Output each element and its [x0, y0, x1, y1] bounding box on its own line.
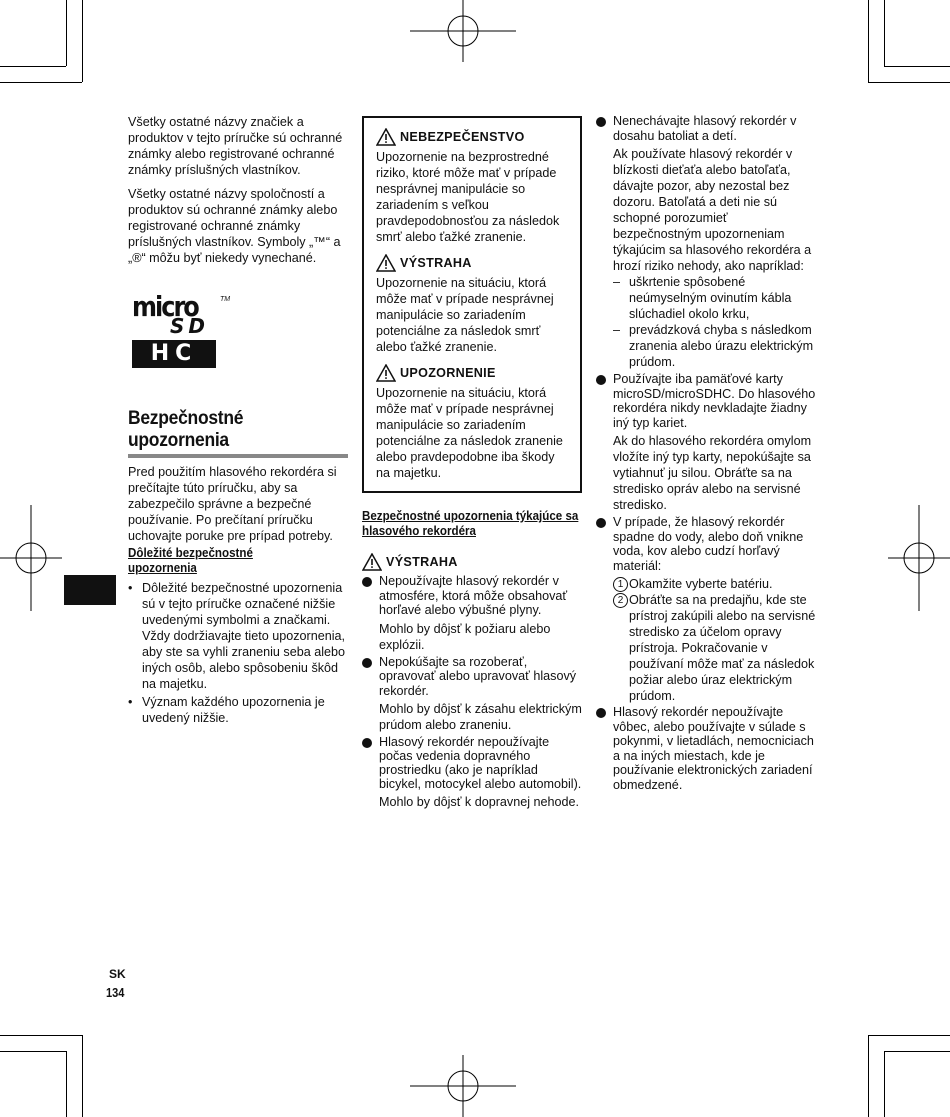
section-title: Bezpečnostné upozornenia: [128, 408, 244, 451]
logo-sd-text: SD: [170, 314, 210, 338]
crop-mark: [66, 0, 67, 66]
dash-item-text: uškrtenie spôsobené neúmyselným ovinutím kábla slúchadiel okolo krku,: [629, 275, 792, 321]
list-item: [596, 372, 818, 430]
crop-mark: [884, 66, 950, 67]
crop-mark: [82, 0, 83, 82]
list-item-text: V prípade, že hlasový rekordér spadne do vody, alebo doň vnikne voda, kov alebo cudzí horľavý materiál:: [613, 515, 804, 573]
danger-heading: [376, 128, 568, 146]
bullet-dot: [596, 117, 606, 127]
warning-heading: [362, 553, 582, 571]
danger-heading-text: NEBEZPEČENSTVO: [400, 130, 525, 144]
bullet-dot: [596, 708, 606, 718]
warning-heading-text: VÝSTRAHA: [386, 555, 458, 569]
list-item-note: Mohlo by dôjsť k požiaru alebo explózii.: [379, 621, 551, 652]
dash-item-text: prevádzková chyba s následkom zranenia alebo úrazu elektrickým prúdom.: [629, 323, 814, 369]
list-item-text: Hlasový rekordér nepoužívajte vôbec, alebo používajte v súlade s pokynmi, v lietadlách, nemocniciach a na iných miestach, kde je používanie elektronických zariadení obmedzené.: [613, 705, 814, 792]
list-item-note: Mohlo by dôjsť k zásahu elektrickým prúdom alebo zraneniu.: [379, 702, 582, 732]
registration-mark-top: [410, 0, 516, 62]
list-item-note: Ak používate hlasový rekordér v blízkosti dieťaťa alebo batoľaťa, dávajte pozor, aby nezostal bez dozoru. Batoľatá a deti nie sú schopné porozumieť bezpečnostným upozorneniam týkajúcim sa hlasového rekordéra a hrozí riziko nehody, ako napríklad:: [613, 147, 812, 273]
crop-mark: [884, 1051, 885, 1117]
caution-heading-text: UPOZORNENIE: [400, 366, 496, 380]
crop-mark: [0, 66, 66, 67]
list-item-text: Hlasový rekordér nepoužívajte počas vedenia dopravného prostriedku (ako je napríklad bicykel, motocykel alebo automobil).: [379, 735, 582, 791]
step-number: 1: [613, 577, 628, 592]
trademark-paragraph-2: Všetky ostatné názvy spoločností a produktov sú ochranné známky alebo registrované ochranné známky príslušných vlastníkov. Symboly „™“ a „®“ môžu byť niekedy vynechané.: [128, 187, 341, 265]
warning-triangle-icon: [362, 553, 382, 571]
list-item-text: Používajte iba pamäťové karty microSD/microSDHC. Do hlasového rekordéra nikdy nevkladajte žiadny iný typ kariet.: [613, 372, 816, 430]
crop-mark: [884, 0, 885, 66]
list-item: [596, 515, 818, 573]
crop-mark: [66, 1051, 67, 1117]
warning-text: Upozornenie na situáciu, ktorá môže mať v prípade nesprávnej manipulácie so zariadením potenciálne za následok smrť alebo ťažké zranenie.: [376, 276, 554, 354]
section-tab: [64, 575, 116, 605]
list-item: [128, 580, 348, 692]
step-text: Obráťte sa na predajňu, kde ste prístroj zakúpili alebo na servisné stredisko za účelom opravy prístroja. Pokračovanie v používaní môže mať za následok požiar alebo úraz elektrickým prúdom.: [629, 593, 816, 703]
registration-mark-left: [0, 505, 62, 611]
bullet-mark: •: [128, 695, 133, 709]
page-number: 134: [106, 985, 125, 1000]
caution-text: Upozornenie na situáciu, ktorá môže mať v prípade nesprávnej manipulácie so zariadením potenciálne za následok zranenie alebo pravdepodobne iba škody na majetku.: [376, 386, 563, 480]
dash-mark: –: [613, 323, 621, 337]
trademark-paragraph-1: Všetky ostatné názvy značiek a produktov v tejto príručke sú ochranné známky alebo registrované ochranné známky príslušných vlastníkov.: [128, 115, 343, 177]
bullet-dot: [362, 577, 372, 587]
numbered-step: [596, 592, 818, 704]
step-text: Okamžite vyberte batériu.: [629, 577, 773, 591]
crop-mark: [868, 82, 950, 83]
crop-mark: [868, 1035, 869, 1117]
crop-mark: [0, 1035, 82, 1036]
crop-mark: [868, 1035, 950, 1036]
logo-hc-text: HC: [150, 341, 198, 366]
title-rule: [128, 454, 348, 458]
numbered-step: [596, 576, 818, 592]
crop-mark: [82, 1035, 83, 1117]
logo-hc-box: [132, 340, 216, 368]
dash-item: [596, 322, 818, 370]
logo-tm-text: TM: [220, 296, 231, 303]
list-item: [596, 705, 818, 792]
intro-paragraph: Pred použitím hlasového rekordéra si prečítajte túto príručku, aby sa zabezpečilo správne a bezpečné používanie. Po prečítaní príručku uchovajte poruke pre prípad potreby.: [128, 465, 337, 543]
crop-mark: [0, 82, 82, 83]
warning-heading: [376, 254, 568, 272]
column-left: [128, 114, 348, 726]
column-right: [596, 114, 818, 792]
step-number: 2: [613, 593, 628, 608]
bullet-mark: •: [128, 581, 133, 595]
crop-mark: [868, 0, 869, 82]
registration-mark-right: [888, 505, 950, 611]
bullet-dot: [596, 518, 606, 528]
registration-mark-bottom: [410, 1055, 516, 1117]
list-item: [128, 694, 348, 726]
warning-triangle-icon: [376, 128, 396, 146]
subheading-important: Dôležité bezpečnostné upozornenia: [128, 546, 253, 575]
list-item-text: Dôležité bezpečnostné upozornenia sú v tejto príručke označené nižšie uvedenými symbolmi a značkami. Vždy dodržiavajte tieto upozornenia, aby ste sa vyhli zraneniu seba alebo iných osôb, alebo spôsobeniu škôd na majetku.: [142, 581, 346, 691]
danger-text: Upozornenie na bezprostredné riziko, ktoré môže mať v prípade nesprávnej manipulácie so zariadením s veľkou pravdepodobnosťou za následok smrť alebo ťažké zranenie.: [376, 150, 560, 244]
list-item: [362, 655, 582, 699]
list-item-text: Nepoužívajte hlasový rekordér v atmosfére, ktorá môže obsahovať horľavé alebo výbušné plyny.: [379, 574, 568, 617]
dash-mark: –: [613, 275, 621, 289]
language-code: SK: [109, 967, 126, 981]
logo-micro-text: micro: [132, 290, 198, 324]
warning-triangle-icon: [376, 254, 396, 272]
bullet-dot: [596, 375, 606, 385]
caution-heading: [376, 364, 568, 382]
list-item-text: Význam každého upozornenia je uvedený nižšie.: [142, 695, 325, 725]
subheading-recorder-safety: Bezpečnostné upozornenia týkajúce sa hlasového rekordéra: [362, 509, 579, 538]
dash-item: [596, 274, 818, 322]
list-item-text: Nenechávajte hlasový rekordér v dosahu batoliat a detí.: [613, 114, 797, 143]
crop-mark: [884, 1051, 950, 1052]
list-item-note: Ak do hlasového rekordéra omylom vložíte iný typ karty, nepokúšajte sa vytiahnuť ju silou. Obráťte sa na stredisko opráv alebo na servisné stredisko.: [613, 434, 812, 512]
column-middle: [362, 116, 582, 810]
hazard-legend-box: [362, 116, 582, 493]
list-item: [362, 735, 582, 791]
microsdhc-logo: [132, 292, 242, 372]
warning-heading-text: VÝSTRAHA: [400, 256, 472, 270]
list-item: [596, 114, 818, 143]
warning-triangle-icon: [376, 364, 396, 382]
crop-mark: [0, 1051, 66, 1052]
list-item-text: Nepokúšajte sa rozoberať, opravovať alebo upravovať hlasový rekordér.: [379, 654, 577, 698]
list-item-note: Mohlo by dôjsť k dopravnej nehode.: [379, 795, 580, 809]
bullet-dot: [362, 738, 372, 748]
list-item: [362, 574, 582, 618]
bullet-dot: [362, 658, 372, 668]
